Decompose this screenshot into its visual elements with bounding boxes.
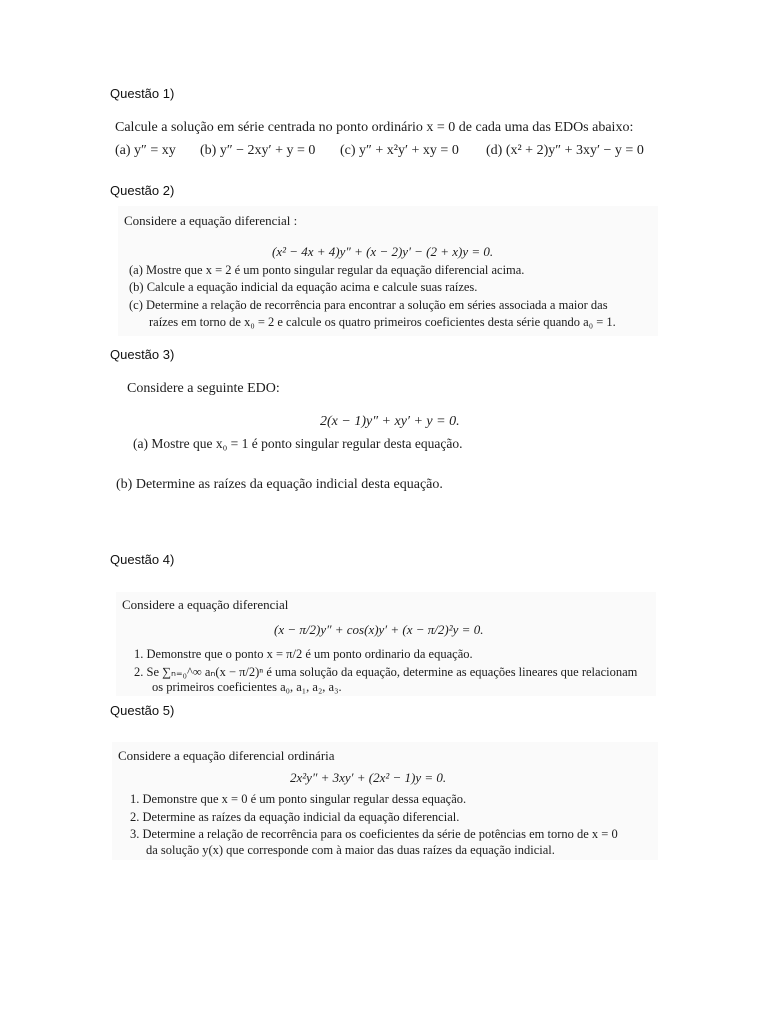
question-3-item-a-marker: (a) [133, 436, 148, 451]
question-3-item-b-text: Determine as raízes da equação indicial desta equação. [135, 477, 443, 492]
question-5-item-1 [130, 792, 466, 807]
question-5-item-3-text: Determine a relação de recorrência para os coeficientes da série de potências em torno de x = 0 [142, 827, 618, 841]
question-4-heading: Questão 4) [110, 552, 175, 567]
question-1-item-a: (a) y″ = xy [115, 143, 176, 158]
question-5-item-3-continuation: da solução y(x) que corresponde com à maior das duas raízes da equação indicial. [146, 843, 555, 857]
question-3-item-b [116, 477, 443, 493]
question-1-intro: Calcule a solução em série centrada no ponto ordinário x = 0 de cada uma das EDOs abaixo: [115, 120, 634, 135]
question-3-block [118, 372, 498, 462]
question-3-item-a-text: Mostre que x₀ = 1 é ponto singular regular desta equação. [151, 436, 463, 451]
question-1-item-c: (c) y″ + x²y′ + xy = 0 [340, 143, 459, 158]
question-2-heading: Questão 2) [110, 183, 175, 198]
question-4-intro: Considere a equação diferencial [122, 597, 289, 612]
question-2-item-a-text: Mostre que x = 2 é um ponto singular regular da equação diferencial acima. [146, 263, 525, 277]
question-5-item-1-marker: 1. [130, 792, 140, 806]
question-5-item-2 [130, 810, 459, 825]
question-4-block [116, 592, 656, 696]
question-5-item-3 [130, 827, 618, 842]
question-5-heading: Questão 5) [110, 703, 175, 718]
question-3-item-b-block [110, 474, 470, 498]
question-1-block [110, 114, 662, 164]
question-2-intro: Considere a equação diferencial : [124, 213, 298, 228]
question-2-item-c-text: Determine a relação de recorrência para encontrar a solução em séries associada a maior das [146, 298, 608, 312]
question-4-item-1-marker: 1. [134, 647, 144, 661]
question-1-heading: Questão 1) [110, 86, 175, 101]
question-2-item-c-marker: (c) [129, 298, 143, 312]
question-5-item-2-marker: 2. [130, 810, 140, 824]
question-2-item-b-text: Calcule a equação indicial da equação acima e calcule suas raízes. [146, 280, 478, 294]
question-4-item-1-text: Demonstre que o ponto x = π/2 é um ponto ordinario da equação. [146, 647, 473, 661]
question-4-item-2-text: Se ∑ₙ₌₀^∞ aₙ(x − π/2)ⁿ é uma solução da equação, determine as equações lineares que relacionam [146, 665, 638, 679]
question-3-heading: Questão 3) [110, 347, 175, 362]
question-5-block [112, 742, 658, 860]
question-3-intro: Considere a seguinte EDO: [127, 381, 280, 396]
question-2-item-c [129, 298, 608, 313]
question-4-item-1 [134, 647, 473, 662]
question-2-item-a [129, 263, 524, 278]
question-1-item-d: (d) (x² + 2)y″ + 3xy′ − y = 0 [486, 143, 644, 158]
question-4-item-2-continuation: os primeiros coeficientes a₀, a₁, a₂, a₃. [152, 680, 342, 694]
question-3-item-b-marker: (b) [116, 477, 133, 492]
question-5-item-3-marker: 3. [130, 827, 140, 841]
question-4-equation: (x − π/2)y″ + cos(x)y′ + (x − π/2)²y = 0. [274, 622, 484, 637]
question-1-item-b: (b) y″ − 2xy′ + y = 0 [200, 143, 316, 158]
question-2-equation: (x² − 4x + 4)y″ + (x − 2)y′ − (2 + x)y = 0. [272, 244, 494, 259]
question-4-item-2-marker: 2. [134, 665, 144, 679]
question-5-equation: 2x²y″ + 3xy′ + (2x² − 1)y = 0. [290, 770, 447, 785]
question-5-item-2-text: Determine as raízes da equação indicial da equação diferencial. [142, 810, 460, 824]
question-2-block [118, 206, 658, 336]
question-5-intro: Considere a equação diferencial ordinária [118, 748, 335, 763]
question-2-item-c-continuation: raízes em torno de x₀ = 2 e calcule os quatro primeiros coeficientes desta série quando a₀ = 1. [149, 315, 616, 329]
question-4-item-2 [134, 664, 637, 680]
question-3-equation: 2(x − 1)y″ + xy′ + y = 0. [320, 414, 460, 429]
question-5-item-1-text: Demonstre que x = 0 é um ponto singular regular dessa equação. [142, 792, 467, 806]
question-3-item-a [133, 436, 462, 452]
question-2-item-a-marker: (a) [129, 263, 143, 277]
question-2-item-b [129, 280, 477, 295]
question-2-item-b-marker: (b) [129, 280, 144, 294]
